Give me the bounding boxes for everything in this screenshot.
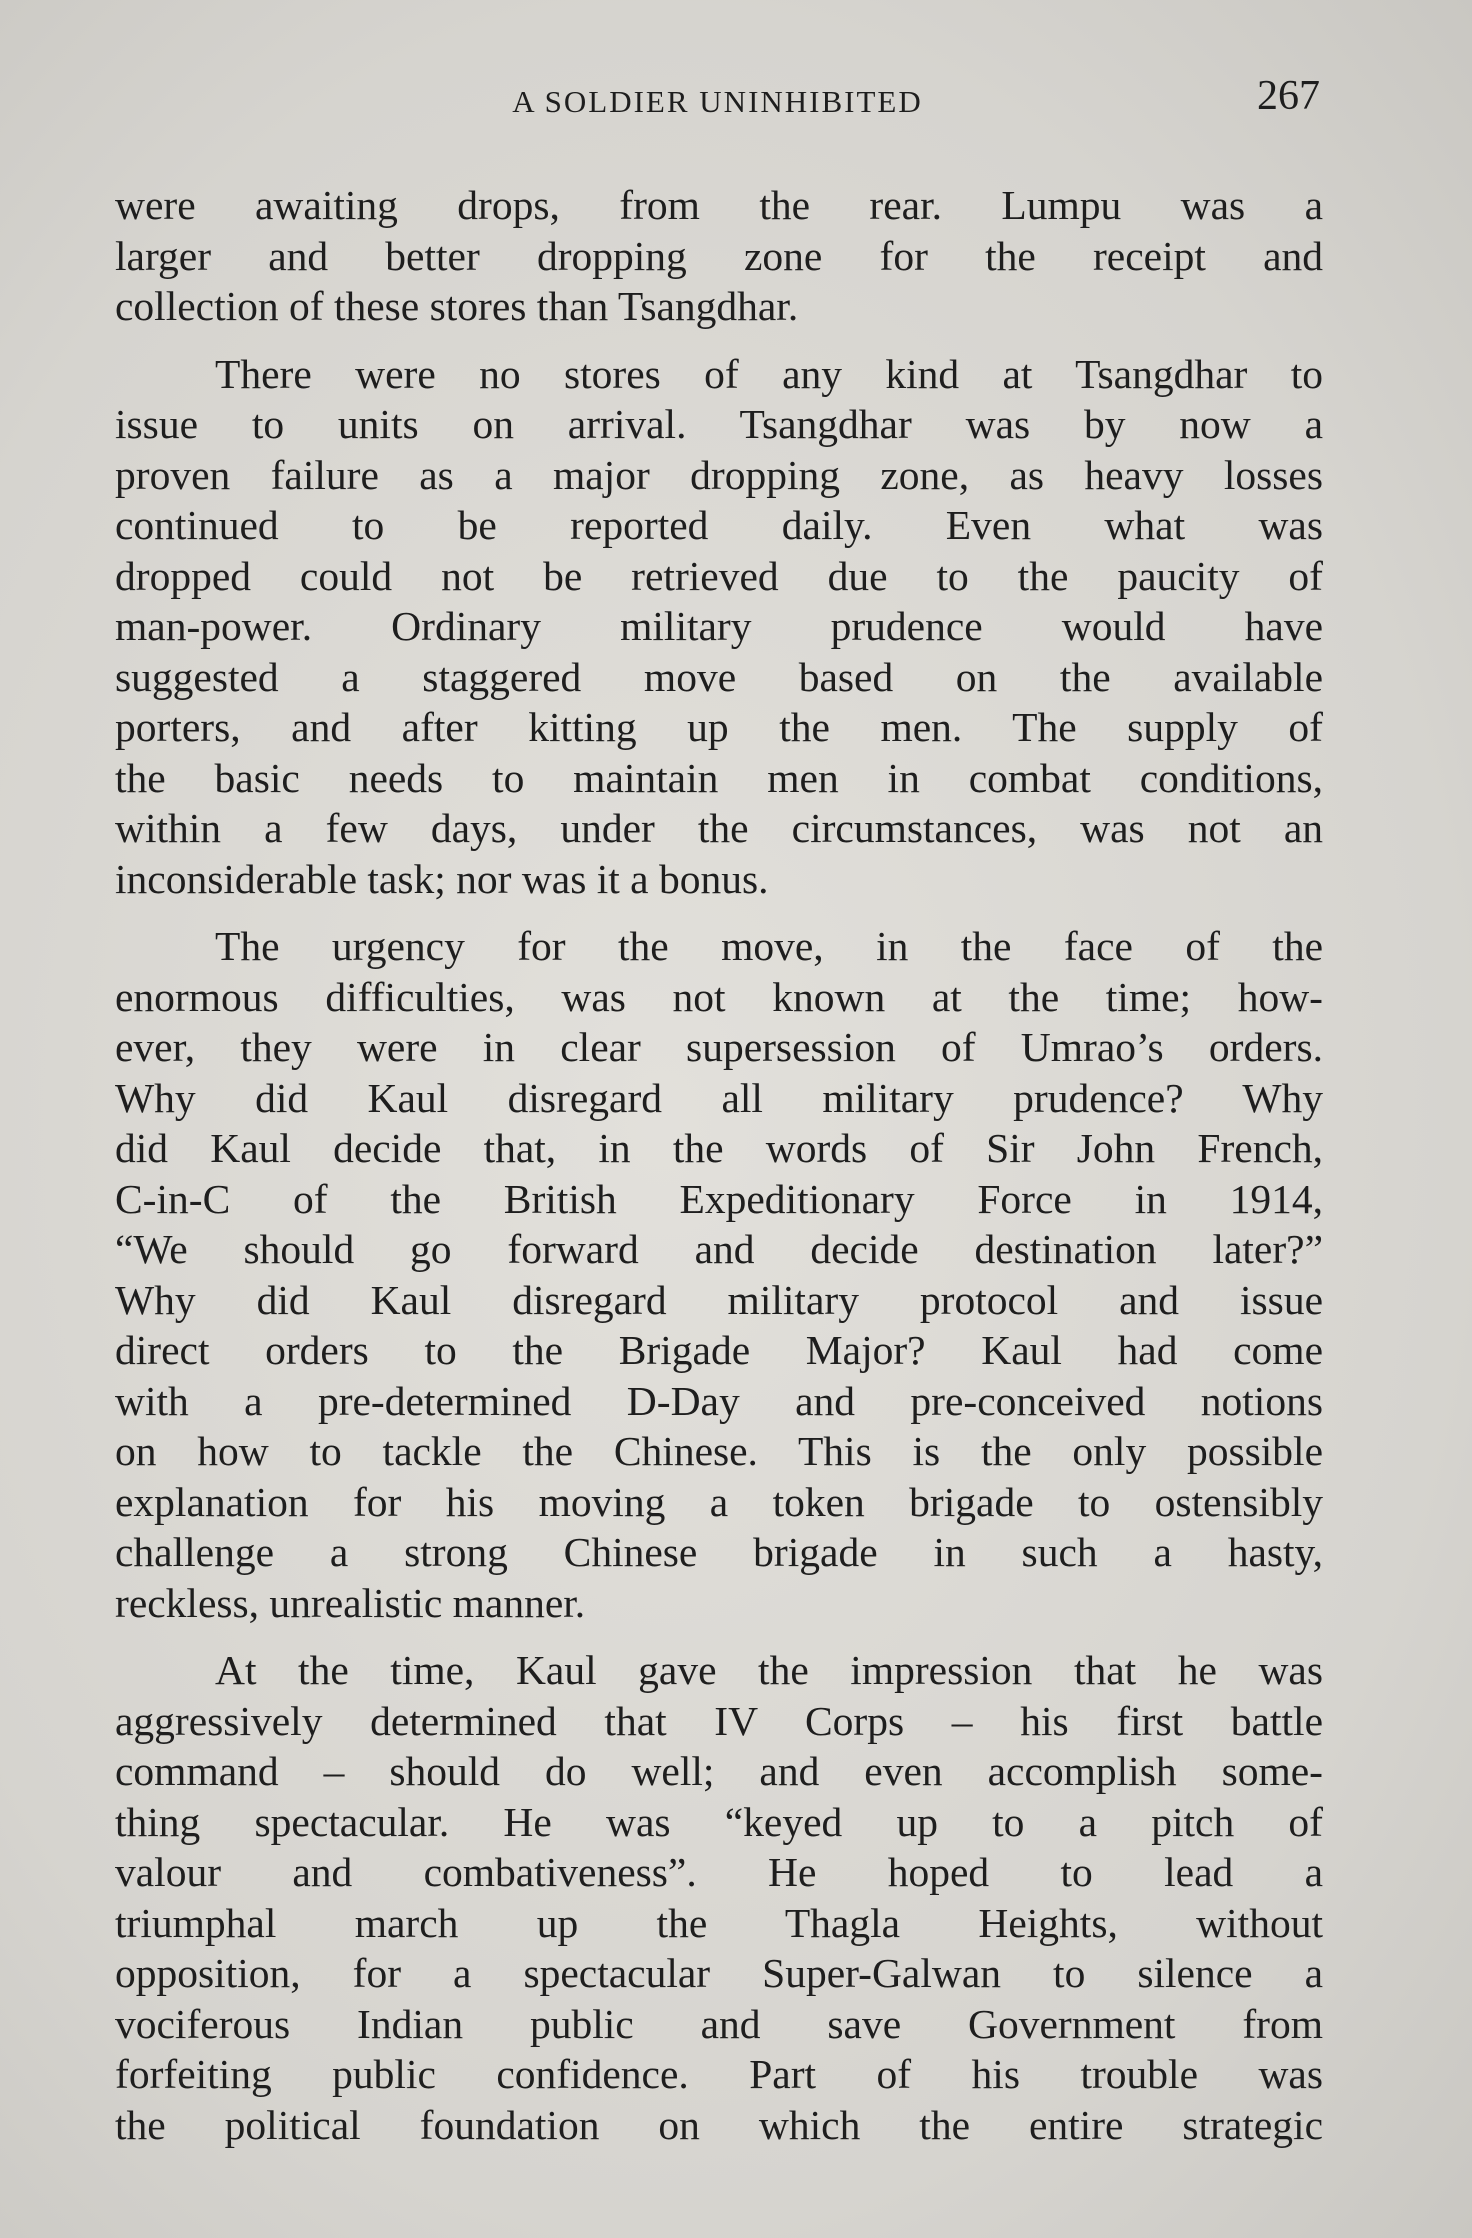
text-line: direct orders to the Brigade Major? Kaul had come — [115, 1327, 1323, 1373]
page-number: 267 — [1257, 73, 1320, 119]
text-line: forfeiting public confidence. Part of his trouble was — [115, 2051, 1323, 2097]
text-line: porters, and after kitting up the men. The supply of — [115, 704, 1323, 750]
paragraph — [115, 921, 1323, 1628]
text-line: The urgency for the move, in the face of the — [215, 923, 1323, 969]
running-title: A SOLDIER UNINHIBITED — [512, 84, 923, 119]
text-line: continued to be reported daily. Even what was — [115, 502, 1323, 548]
text-line: “We should go forward and decide destination later?” — [115, 1226, 1323, 1272]
paragraph — [115, 349, 1323, 905]
text-line: within a few days, under the circumstances, was not an — [115, 805, 1323, 851]
body-text — [115, 180, 1323, 2167]
text-line: vociferous Indian public and save Government from — [115, 2000, 1323, 2047]
paragraph — [115, 1645, 1323, 2150]
text-line: larger and better dropping zone for the receipt and — [115, 232, 1323, 279]
text-line: proven failure as a major dropping zone, as heavy losses — [115, 451, 1323, 498]
text-line: triumphal march up the Thagla Heights, without — [115, 1899, 1323, 1946]
text-line: At the time, Kaul gave the impression that he was — [215, 1647, 1323, 1693]
text-line: on how to tackle the Chinese. This is the only possible — [115, 1428, 1323, 1474]
text-line: opposition, for a spectacular Super-Galwan to silence a — [115, 1950, 1323, 1996]
text-line: enormous difficulties, was not known at the time; how- — [115, 973, 1323, 1020]
page-header — [115, 73, 1320, 128]
text-line: inconsiderable task; nor was it a bonus. — [115, 855, 769, 902]
text-line: Why did Kaul disregard all military prudence? Why — [115, 1074, 1323, 1121]
text-line: command – should do well; and even accomplish some- — [115, 1748, 1323, 1794]
text-line: challenge a strong Chinese brigade in such a hasty, — [115, 1529, 1323, 1575]
text-line: were awaiting drops, from the rear. Lumpu was a — [115, 182, 1323, 228]
text-line: with a pre-determined D-Day and pre-conceived notions — [115, 1377, 1323, 1424]
text-line: did Kaul decide that, in the words of Sir John French, — [115, 1125, 1323, 1171]
text-line: thing spectacular. He was “keyed up to a pitch of — [115, 1798, 1323, 1845]
text-line: C-in-C of the British Expeditionary Force in 1914, — [115, 1175, 1323, 1222]
text-line: collection of these stores than Tsangdhar. — [115, 283, 799, 329]
text-line: Why did Kaul disregard military protocol and issue — [115, 1276, 1323, 1323]
text-line: reckless, unrealistic manner. — [115, 1579, 586, 1626]
text-line: the political foundation on which the entire strategic — [115, 2101, 1323, 2148]
text-line: valour and combativeness”. He hoped to lead a — [115, 1849, 1323, 1895]
text-line: aggressively determined that IV Corps – his first battle — [115, 1697, 1323, 1744]
text-line: There were no stores of any kind at Tsangdhar to — [215, 350, 1323, 397]
text-line: man-power. Ordinary military prudence would have — [115, 603, 1323, 649]
paragraph — [115, 180, 1323, 332]
text-line: suggested a staggered move based on the available — [115, 653, 1323, 700]
text-line: explanation for his moving a token brigade to ostensibly — [115, 1478, 1323, 1525]
text-line: dropped could not be retrieved due to the paucity of — [115, 552, 1323, 599]
text-line: ever, they were in clear supersession of Umrao’s orders. — [115, 1024, 1323, 1070]
text-line: issue to units on arrival. Tsangdhar was by now a — [115, 401, 1323, 447]
text-line: the basic needs to maintain men in combat conditions, — [115, 754, 1323, 801]
